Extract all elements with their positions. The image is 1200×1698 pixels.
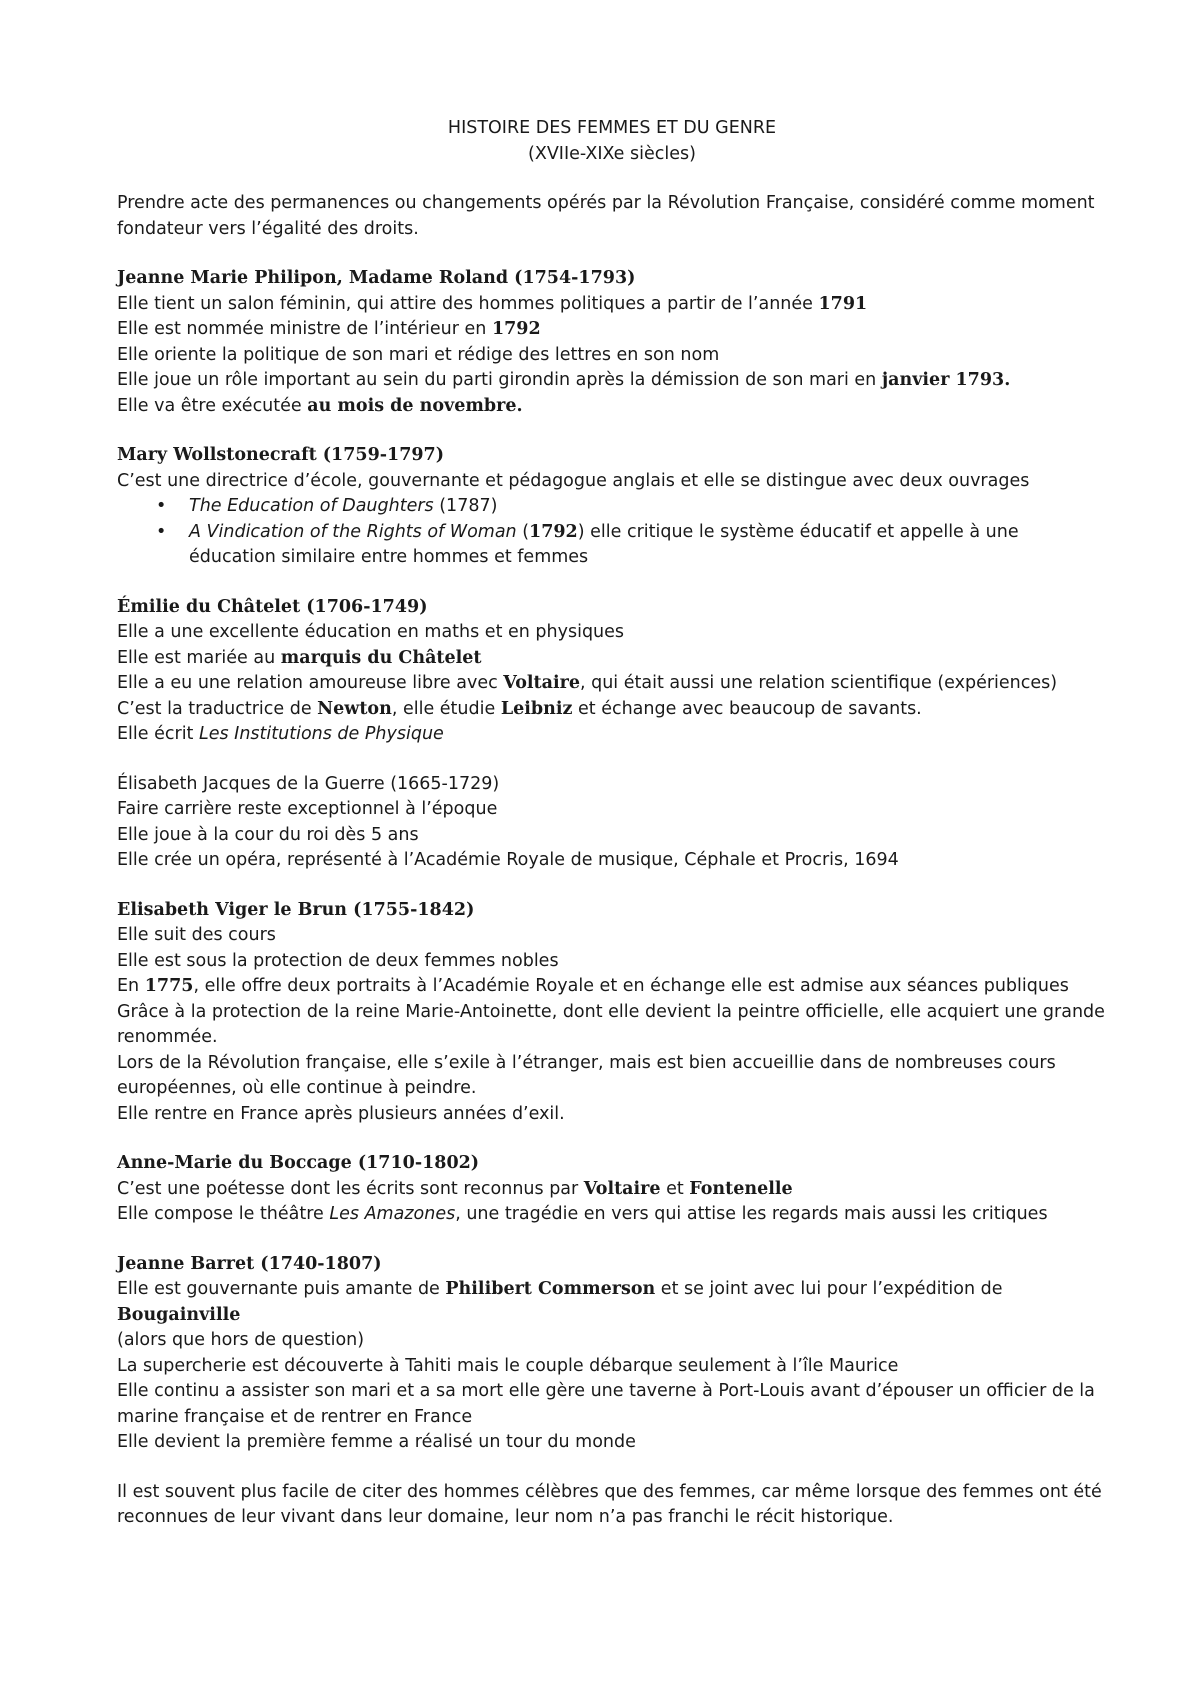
section-barret <box>117 1252 1107 1456</box>
section-line: Elle est gouvernante puis amante de Philibert Commerson et se joint avec lui pour l’expédition de Bougainville <box>117 1279 1003 1325</box>
section-guerre <box>117 772 1107 874</box>
list-item: • The Education of Daughters (1787) <box>189 494 1107 520</box>
section-line: Elle rentre en France après plusieurs années d’exil. <box>117 1103 565 1124</box>
section-line: Elle oriente la politique de son mari et rédige des lettres en son nom <box>117 344 720 365</box>
section-line: Elle est mariée au marquis du Châtelet <box>117 647 482 668</box>
document-title: HISTOIRE DES FEMMES ET DU GENRE <box>447 118 777 138</box>
intro-paragraph: Prendre acte des permanences ou changements opérés par la Révolution Française, considéré comme moment fondateur vers l’égalité des droits. <box>117 193 1095 239</box>
section-heading: Jeanne Barret (1740-1807) <box>117 1253 382 1274</box>
section-line: Elle écrit Les Institutions de Physique <box>117 724 444 744</box>
section-boccage <box>117 1151 1107 1228</box>
section-line: C’est une poétesse dont les écrits sont reconnus par Voltaire et Fontenelle <box>117 1178 793 1199</box>
section-line: C’est la traductrice de Newton, elle étudie Leibniz et échange avec beaucoup de savants. <box>117 698 922 719</box>
section-line: Elle a eu une relation amoureuse libre avec Voltaire, qui était aussi une relation scientifique (expériences) <box>117 673 1058 693</box>
section-line: Elle crée un opéra, représenté à l’Académie Royale de musique, Céphale et Procris, 1694 <box>117 850 899 870</box>
bullet-icon: • <box>156 521 167 542</box>
section-line: Elle joue un rôle important au sein du parti girondin après la démission de son mari en janvier 1793. <box>117 370 1011 390</box>
section-line: Elle est nommée ministre de l’intérieur en 1792 <box>117 319 541 339</box>
section-line: Faire carrière reste exceptionnel à l’époque <box>117 799 498 819</box>
section-line: Elle continu a assister son mari et a sa mort elle gère une taverne à Port-Louis avant d’épouser un officier de la marine française et de rentrer en France <box>117 1381 1095 1427</box>
section-line: Elle a une excellente éducation en maths et en physiques <box>117 622 625 642</box>
section-heading: Jeanne Marie Philipon, Madame Roland (1754-1793) <box>117 268 636 288</box>
section-line: C’est une directrice d’école, gouvernante et pédagogue anglais et elle se distingue avec deux ouvrages <box>117 470 1030 491</box>
section-line: Elle est sous la protection de deux femmes nobles <box>117 950 559 971</box>
section-line: Elle compose le théâtre Les Amazones, une tragédie en vers qui attise les regards mais aussi les critiques <box>117 1204 1048 1224</box>
document-subtitle: (XVIIe-XIXe siècles) <box>528 143 696 164</box>
section-line: La supercherie est découverte à Tahiti mais le couple débarque seulement à l’île Maurice <box>117 1355 899 1376</box>
document-body <box>117 116 1107 1531</box>
section-heading: Mary Wollstonecraft (1759-1797) <box>117 445 445 465</box>
bullet-icon: • <box>156 496 167 516</box>
section-chatelet <box>117 595 1107 748</box>
section-lebrun <box>117 898 1107 1128</box>
section-line: (alors que hors de question) <box>117 1330 365 1350</box>
section-line: En 1775, elle offre deux portraits à l’Académie Royale et en échange elle est admise aux séances publiques <box>117 976 1069 996</box>
section-roland <box>117 266 1107 419</box>
section-line: Elle joue à la cour du roi dès 5 ans <box>117 824 419 845</box>
section-heading: Émilie du Châtelet (1706-1749) <box>117 596 428 617</box>
section-line: Elle tient un salon féminin, qui attire des hommes politiques a partir de l’année 1791 <box>117 293 868 314</box>
section-line: Elle suit des cours <box>117 925 276 945</box>
works-list <box>117 494 1107 571</box>
section-line: Grâce à la protection de la reine Marie-Antoinette, dont elle devient la peintre officielle, elle acquiert une grande renommée. <box>117 1001 1105 1047</box>
list-item: • A Vindication of the Rights of Woman (1792) elle critique le système éducatif et appelle à une éducation similaire entre hommes et femmes <box>156 521 1019 567</box>
section-wollstonecraft <box>117 443 1107 571</box>
conclusion-paragraph: Il est souvent plus facile de citer des hommes célèbres que des femmes, car même lorsque des femmes ont été reconnues de leur vivant dans leur domaine, leur nom n’a pas franchi le récit historique. <box>117 1481 1102 1527</box>
section-heading: Elisabeth Viger le Brun (1755-1842) <box>117 899 475 920</box>
section-heading: Anne-Marie du Boccage (1710-1802) <box>117 1153 480 1173</box>
section-line: Lors de la Révolution française, elle s’exile à l’étranger, mais est bien accueillie dans de nombreuses cours européennes, où elle continue à peindre. <box>117 1052 1056 1098</box>
section-line: Elle va être exécutée au mois de novembre. <box>117 395 523 416</box>
section-heading: Élisabeth Jacques de la Guerre (1665-1729) <box>117 773 500 794</box>
section-line: Elle devient la première femme a réalisé un tour du monde <box>117 1432 636 1452</box>
